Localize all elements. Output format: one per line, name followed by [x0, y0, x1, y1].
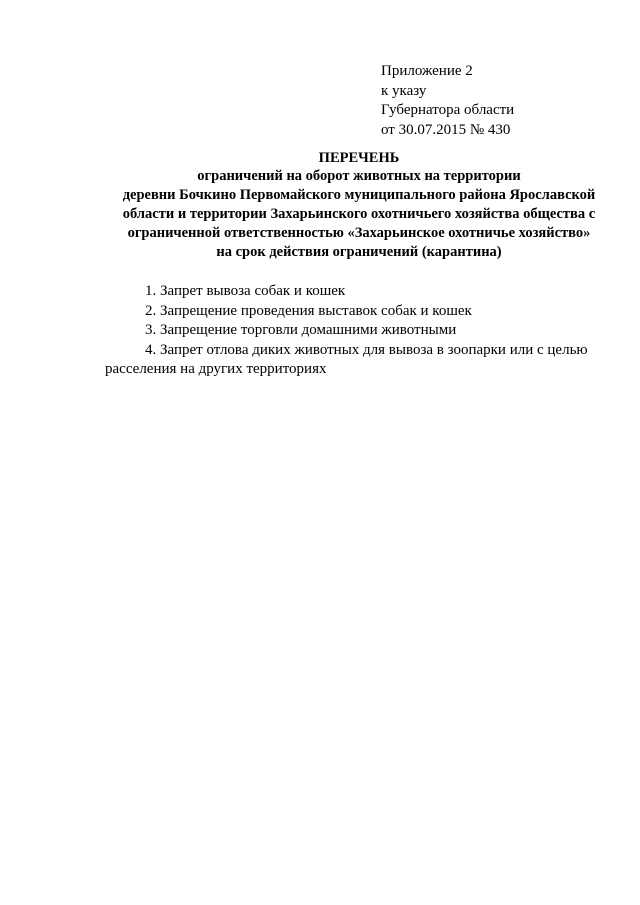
document-title: ПЕРЕЧЕНЬ	[318, 150, 400, 166]
list-item	[105, 341, 605, 380]
appendix-line-3: Губернатора области	[381, 102, 515, 118]
list-item	[105, 321, 605, 341]
subtitle-line-5: на срок действия ограничений (карантина)	[216, 244, 502, 260]
appendix-line-1: Приложение 2	[381, 63, 473, 79]
subtitle-line-4: ограниченной ответственностью «Захарьинское охотничье хозяйство»	[127, 225, 591, 241]
list-item-continuation: расселения на других территориях	[105, 361, 327, 377]
list-item-text: 4. Запрет отлова диких животных для вывоза в зоопарки или с целью	[145, 341, 588, 358]
appendix-line-2: к указу	[381, 82, 427, 99]
list-item	[105, 282, 605, 302]
list-item-text: 1. Запрет вывоза собак и кошек	[145, 283, 346, 299]
subtitle-line-2: деревни Бочкино Первомайского муниципального района Ярославской	[122, 187, 596, 203]
subtitle-line-1: ограничений на оборот животных на территории	[197, 168, 521, 184]
subtitle-line-3: области и территории Захарьинского охотничьего хозяйства общества с	[122, 206, 596, 222]
appendix-block	[381, 62, 514, 140]
list-item	[105, 302, 605, 322]
document-subtitle	[110, 167, 608, 262]
list-item-text: 2. Запрещение проведения выставок собак и кошек	[145, 302, 472, 319]
appendix-line-4: от 30.07.2015 № 430	[381, 121, 511, 138]
list-item-text: 3. Запрещение торговли домашними животными	[145, 322, 457, 338]
restrictions-list	[105, 282, 605, 380]
